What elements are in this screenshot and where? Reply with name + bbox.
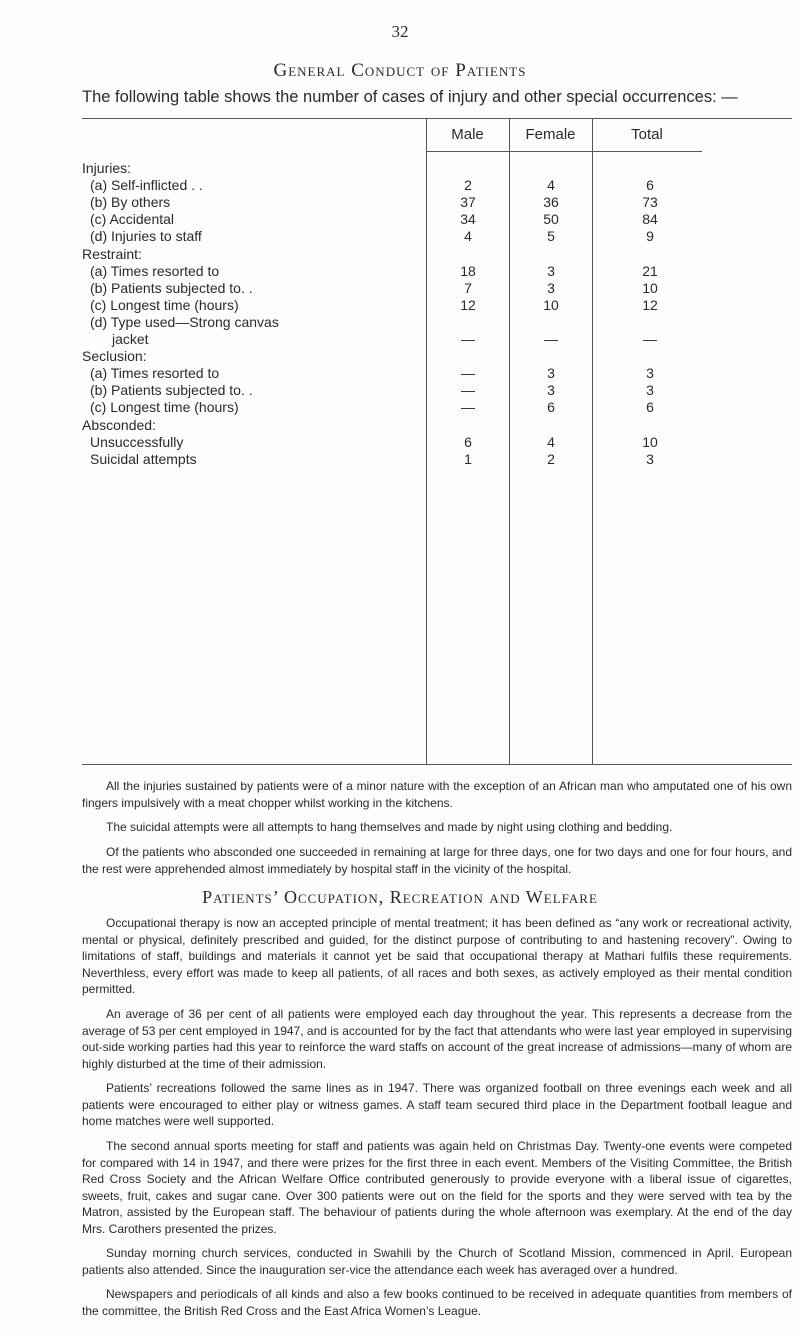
table-row — [82, 245, 792, 263]
paragraph-text: Patients’ recreations followed the same lines as in 1947. There was organized football on three evenings each week and all patients were encouraged to either play or witness games. A staff team secured third place in the Department football league and home matches were well supported. — [82, 1081, 792, 1129]
row-label: Absconded: — [82, 416, 156, 433]
row-label: (c) Longest time (hours) — [90, 399, 239, 416]
paragraph — [82, 915, 792, 998]
header-rule — [426, 151, 509, 152]
cell-total: 10 — [642, 433, 658, 450]
row-label: (b) Patients subjected to. . — [90, 382, 253, 399]
paragraph-text: The second annual sports meeting for staff and patients was again held on Christmas Day. Twenty-one events were competed for compared with 14 in 1947, and there were prizes for the first three in each event. Members of the Visiting Committee, the British Red Cross Society and the African Welfare Office contributed generously to provide everyone with a liberal issue of cigarettes, sweets, fruit, cakes and sugar cane. Over 300 patients were out on the field for the sports and they were served with tea by the Matron, assisted by the European staff. The behaviour of patients during the whole afternoon was exemplary. At the end of the day Mrs. Carothers presented the prizes. — [82, 1139, 792, 1236]
header-rule — [509, 151, 592, 152]
table-row — [82, 227, 792, 245]
paragraph — [82, 1245, 792, 1278]
cell-total: 3 — [646, 382, 654, 399]
paragraph — [82, 1286, 792, 1319]
paragraph — [82, 1006, 792, 1072]
column-header-total: Total — [631, 126, 663, 143]
table-row — [82, 330, 792, 348]
table-row — [82, 364, 792, 382]
cell-female: 2 — [547, 450, 555, 467]
cell-female: 6 — [547, 399, 555, 416]
row-label: (d) Type used—Strong canvas — [90, 313, 279, 330]
row-label: (b) By others — [90, 194, 171, 211]
cell-male: — — [461, 399, 475, 416]
cell-male: 12 — [460, 296, 476, 313]
cell-male: 4 — [464, 228, 472, 245]
table-row — [82, 450, 792, 468]
table-row — [82, 159, 792, 177]
row-label: Suicidal attempts — [90, 450, 197, 467]
occurrences-table — [82, 118, 792, 765]
header-rule — [592, 151, 702, 152]
row-label: Restraint: — [82, 245, 142, 262]
table-row — [82, 416, 792, 434]
paragraph-text: Of the patients who absconded one succeeded in remaining at large for three days, one for two days and one for four hours, and the rest were apprehended almost immediately by hospital staff in the vicinity of the hospital. — [82, 845, 792, 876]
cell-female: 36 — [543, 194, 559, 211]
cell-female: 3 — [547, 262, 555, 279]
table-row — [82, 193, 792, 211]
cell-male: 37 — [460, 194, 476, 211]
section-heading-2: Patients’ Occupation, Recreation and Welfare — [202, 887, 598, 907]
cell-male: — — [461, 365, 475, 382]
row-label: Injuries: — [82, 160, 132, 176]
row-label: (d) Injuries to staff — [90, 228, 202, 245]
row-label: jacket — [112, 331, 149, 347]
row-label: (b) Patients subjected to. . — [90, 279, 253, 296]
table-row — [82, 347, 792, 365]
paragraph-text: All the injuries sustained by patients were of a minor nature with the exception of an African man who amputated one of his own fingers impulsively with a meat chopper whilst working in the kitchens. — [82, 779, 792, 810]
paragraph-text: Newspapers and periodicals of all kinds and also a few books continued to be received in adequate quantities from members of the committee, the British Red Cross and the East Africa Women’s League. — [82, 1287, 792, 1318]
cell-female: — — [544, 331, 558, 347]
page-number: 32 — [391, 22, 409, 41]
cell-female: 50 — [543, 211, 559, 228]
paragraph-text: Sunday morning church services, conducted in Swahili by the Church of Scotland Mission, commenced in April. European patients also attended. Since the inauguration ser-vice the attendance each week has averaged over a hundred. — [82, 1246, 792, 1277]
cell-total: 12 — [642, 296, 658, 313]
cell-female: 10 — [543, 296, 559, 313]
cell-total: 21 — [642, 262, 658, 279]
table-row — [82, 433, 792, 451]
cell-male: — — [461, 382, 475, 399]
table-intro: The following table shows the number of cases of injury and other special occurrences: — — [82, 88, 738, 106]
cell-female: 4 — [547, 433, 555, 450]
row-label: (c) Accidental — [90, 211, 175, 228]
cell-female: 5 — [547, 228, 555, 245]
section-heading: General Conduct of Patients — [273, 60, 527, 81]
cell-total: 3 — [646, 365, 654, 382]
table-row — [82, 313, 792, 331]
cell-total: 9 — [646, 228, 654, 245]
row-label: (a) Times resorted to — [90, 365, 220, 382]
cell-female: 3 — [547, 382, 555, 399]
row-label: Seclusion: — [82, 348, 147, 365]
cell-male: — — [461, 331, 475, 347]
table-row — [82, 381, 792, 399]
cell-female: 3 — [547, 365, 555, 382]
table-row — [82, 262, 792, 280]
column-header-female: Female — [525, 126, 576, 143]
cell-male: 6 — [464, 433, 472, 450]
cell-total: 6 — [646, 399, 654, 416]
cell-total: 84 — [642, 211, 658, 228]
cell-total: 3 — [646, 450, 654, 467]
cell-male: 7 — [464, 279, 472, 296]
table-row — [82, 210, 792, 228]
cell-total: 6 — [646, 177, 654, 194]
paragraph-text: An average of 36 per cent of all patients were employed each day throughout the year. This represents a decrease from the average of 53 per cent employed in 1947, and is accounted for by the fact that attendants who were last year employed in supervising out-side working parties had this year to reinforce the ward staffs on account of the great increase of admissions—many of whom are highly disturbed at the time of their admission. — [82, 1007, 792, 1071]
row-label: Unsuccessfully — [90, 433, 184, 450]
paragraph-text: Occupational therapy is now an accepted principle of mental treatment; it has been defined as “any work or recreational activity, mental or physical, definitely prescribed and guided, for the distinct purpose of contributing to and hastening recovery”. Owing to limitations of staff, buildings and materials it cannot yet be said that occupational therapy at Mathari fulfils these requirements. Neverthless, every effort was made to keep all patients, of all races and both sexes, as actively employed as their mental condition permitted. — [82, 916, 792, 997]
cell-total: — — [643, 331, 657, 347]
cell-total: 10 — [642, 279, 658, 296]
cell-male: 18 — [460, 262, 476, 279]
row-label: (a) Self-inflicted . . — [90, 177, 203, 194]
paragraph — [82, 819, 792, 836]
paragraph-text: The suicidal attempts were all attempts to hang themselves and made by night using clothing and bedding. — [106, 820, 673, 834]
table-row — [82, 398, 792, 416]
cell-male: 1 — [464, 450, 472, 467]
cell-female: 4 — [547, 177, 555, 194]
column-header-male: Male — [451, 126, 484, 143]
paragraph — [82, 1080, 792, 1130]
paragraph — [82, 1138, 792, 1237]
table-row — [82, 296, 792, 314]
cell-total: 73 — [642, 194, 658, 211]
paragraph — [82, 778, 792, 811]
table-row — [82, 279, 792, 297]
cell-male: 2 — [464, 177, 472, 194]
cell-male: 34 — [460, 211, 476, 228]
cell-female: 3 — [547, 279, 555, 296]
table-row — [82, 176, 792, 194]
row-label: (a) Times resorted to — [90, 262, 220, 279]
paragraph — [82, 844, 792, 877]
row-label: (c) Longest time (hours) — [90, 296, 239, 313]
